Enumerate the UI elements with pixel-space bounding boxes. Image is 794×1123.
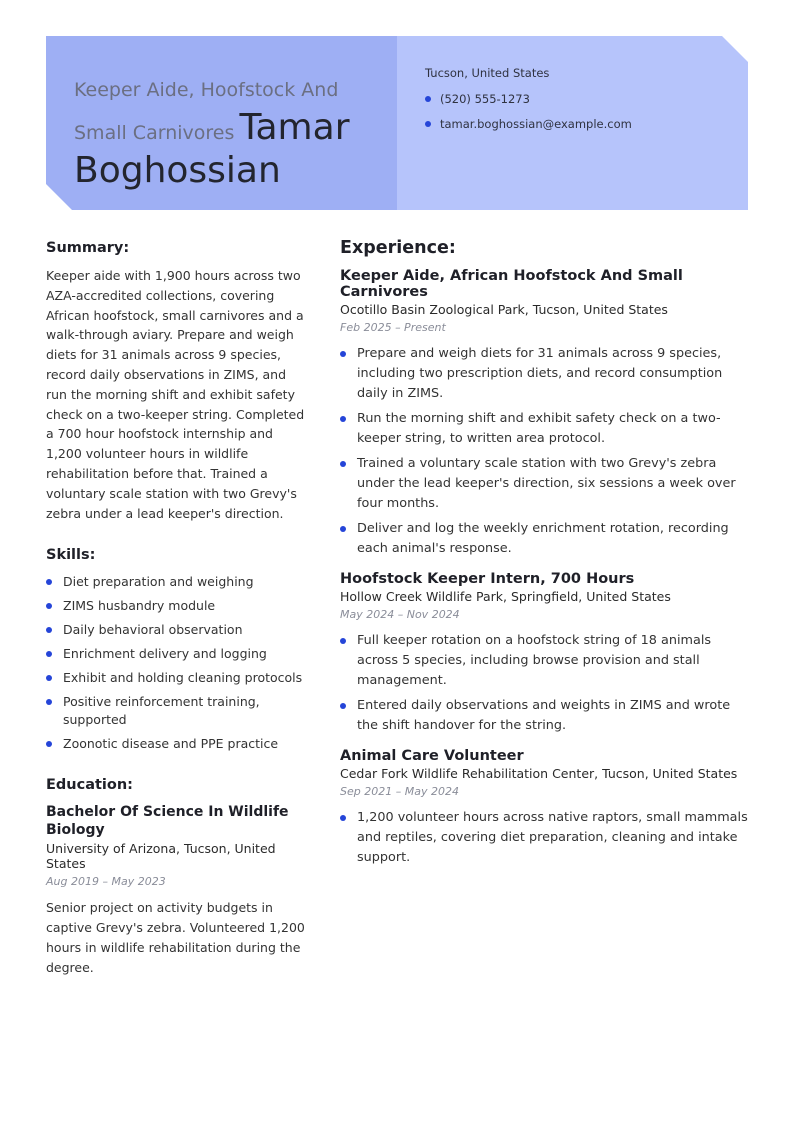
education-text: Senior project on activity budgets in captive Grevy's zebra. Volunteered 1,200 hours in wildlife rehabilitation during the degree. (46, 900, 305, 975)
phone-row (425, 92, 632, 106)
skill-item: Daily behavioral observation (46, 621, 308, 639)
name-block (74, 72, 374, 190)
job-entry (340, 571, 752, 736)
job-organization: Ocotillo Basin Zoological Park, Tucson, United States (340, 302, 668, 317)
skill-item: Exhibit and holding cleaning protocols (46, 669, 308, 687)
job-dates: May 2024 – Nov 2024 (340, 608, 460, 621)
job-bullet: 1,200 volunteer hours across native raptors, small mammals and reptiles, covering diet preparation, cleaning and intake support. (340, 808, 752, 868)
candidate-first-name: Tamar (239, 107, 350, 148)
education-section (46, 777, 308, 977)
bullet-icon (425, 121, 431, 127)
skill-item: Positive reinforcement training, supported (46, 693, 308, 729)
left-column (46, 240, 308, 978)
skill-item: Enrichment delivery and logging (46, 645, 308, 663)
contact-info (425, 66, 632, 142)
skill-item: ZIMS husbandry module (46, 597, 308, 615)
degree: Bachelor Of Science In Wildlife Biology (46, 804, 289, 839)
bullet-icon (425, 96, 431, 102)
skill-item: Diet preparation and weighing (46, 573, 308, 591)
job-role-title: Keeper Aide, Hoofstock And Small Carnivores (74, 79, 339, 144)
location: Tucson, United States (425, 66, 550, 80)
job-bullet: Deliver and log the weekly enrichment rotation, recording each animal's response. (340, 519, 752, 559)
job-bullet: Trained a voluntary scale station with two Grevy's zebra under the lead keeper's direction, six sessions a week over four months. (340, 454, 752, 514)
experience-heading: Experience: (340, 238, 456, 258)
candidate-last-name: Boghossian (74, 150, 281, 191)
right-column (340, 238, 752, 873)
job-dates: Sep 2021 – May 2024 (340, 785, 459, 798)
job-bullets (340, 631, 752, 736)
job-entry (340, 748, 752, 868)
job-organization: Hollow Creek Wildlife Park, Springfield, United States (340, 589, 671, 604)
education-heading: Education: (46, 777, 133, 794)
email-row (425, 117, 632, 131)
job-organization: Cedar Fork Wildlife Rehabilitation Center, Tucson, United States (340, 766, 738, 781)
skills-list (46, 573, 308, 753)
education-dates: Aug 2019 – May 2023 (46, 875, 166, 889)
resume-header (46, 36, 748, 210)
email: tamar.boghossian@example.com (440, 117, 632, 131)
phone: (520) 555-1273 (440, 92, 530, 106)
job-dates: Feb 2025 – Present (340, 321, 446, 334)
job-bullet: Full keeper rotation on a hoofstock string of 18 animals across 5 species, including browse provision and stall management. (340, 631, 752, 691)
job-bullets (340, 344, 752, 559)
skills-section (46, 547, 308, 753)
job-title: Hoofstock Keeper Intern, 700 Hours (340, 571, 635, 587)
summary-section (46, 240, 308, 523)
job-bullet: Prepare and weigh diets for 31 animals across 9 species, including two prescription diets, and record consumption daily in ZIMS. (340, 344, 752, 404)
school: University of Arizona, Tucson, United States (46, 841, 276, 872)
job-bullets (340, 808, 752, 868)
job-title: Animal Care Volunteer (340, 748, 524, 764)
job-bullet: Entered daily observations and weights in ZIMS and wrote the shift handover for the string. (340, 696, 752, 736)
skill-item: Zoonotic disease and PPE practice (46, 735, 308, 753)
summary-text: Keeper aide with 1,900 hours across two AZA-accredited collections, covering African hoofstock, small carnivores and a walk-through aviary. Prepare and weigh diets for 31 animals across 9 species, record daily observations in ZIMS, and run the morning shift and exhibit safety check on a two-keeper string. Completed a 700 hour hoofstock internship and 1,200 volunteer hours in wildlife rehabilitation before that. Trained a voluntary scale station with two Grevy's zebra under a lead keeper's direction. (46, 268, 305, 521)
job-title: Keeper Aide, African Hoofstock And Small Carnivores (340, 268, 683, 300)
summary-heading: Summary: (46, 240, 130, 256)
job-entry (340, 268, 752, 559)
skills-heading: Skills: (46, 547, 96, 564)
job-bullet: Run the morning shift and exhibit safety check on a two-keeper string, to written area protocol. (340, 409, 752, 449)
